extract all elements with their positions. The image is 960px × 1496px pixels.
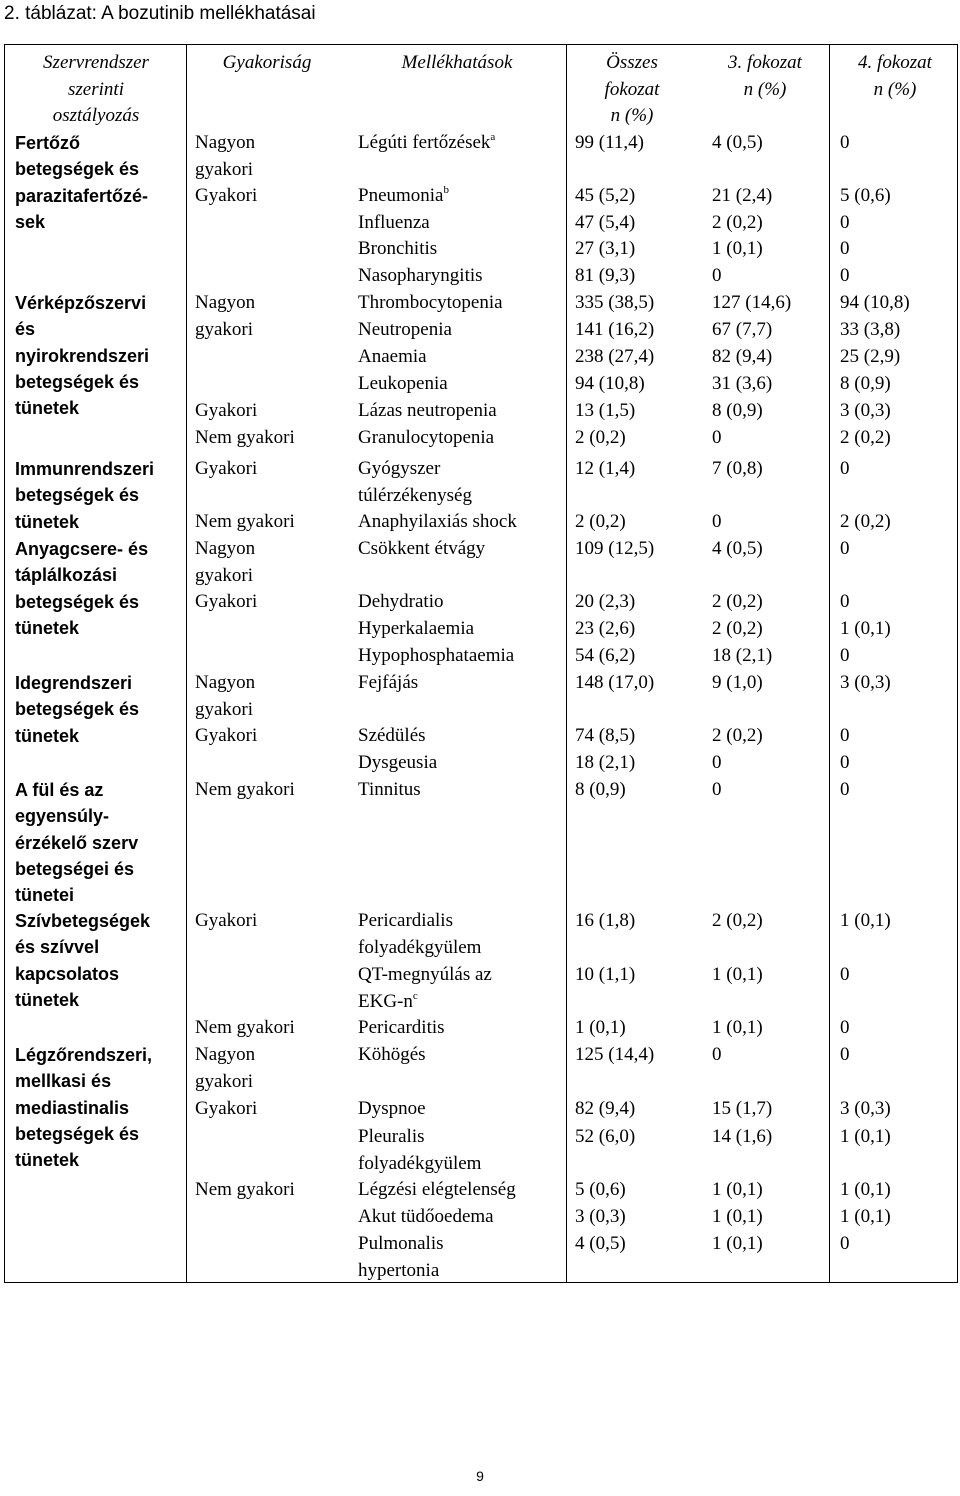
adverse-effect-line	[358, 509, 517, 536]
organ-class-line: betegségek és	[15, 1123, 140, 1144]
frequency-line: gyakori	[195, 318, 254, 340]
adverse-effect-text: Szédülés	[358, 725, 426, 746]
all-grades-cell: 45 (5,2)	[575, 185, 636, 206]
grade-3-cell: 1 (0,1)	[712, 1233, 763, 1254]
adverse-effect-cell	[358, 130, 495, 157]
organ-class-line: tünetek	[15, 989, 80, 1010]
adverse-effect-text: Lázas neutropenia	[358, 400, 497, 421]
all-grades-cell: 148 (17,0)	[575, 672, 655, 693]
frequency-line: Nagyon	[195, 1044, 256, 1065]
organ-class-line: egyensúly-	[15, 806, 110, 827]
adverse-effect-text: folyadékgyülem	[358, 936, 482, 958]
adverse-effect-line	[358, 371, 448, 398]
header-organ-line: osztályozás	[52, 105, 140, 126]
adverse-effect-text: Dyspnoe	[358, 1098, 426, 1119]
all-grades-cell: 12 (1,4)	[575, 458, 636, 479]
adverse-effect-line	[358, 589, 443, 616]
all-grades-cell: 99 (11,4)	[575, 132, 644, 153]
organ-class-cell	[15, 670, 139, 749]
adverse-effect-cell	[358, 509, 517, 536]
adverse-effect-line	[358, 962, 492, 989]
adverse-effect-line	[358, 723, 426, 750]
header-grade-3	[705, 50, 825, 103]
header-all-grades	[572, 50, 692, 130]
grade-4-cell: 8 (0,9)	[840, 373, 891, 394]
organ-class-line: és	[15, 319, 36, 340]
adverse-effect-text: Granulocytopenia	[358, 427, 495, 448]
all-grades-cell: 82 (9,4)	[575, 1098, 636, 1119]
grade-3-cell: 18 (2,1)	[712, 645, 773, 666]
all-grades-cell: 13 (1,5)	[575, 400, 636, 421]
adverse-effect-text: Pneumonia	[358, 185, 444, 206]
frequency-line: Nagyon	[195, 672, 256, 693]
organ-class-line: tünetek	[15, 617, 80, 638]
grade-4-cell: 3 (0,3)	[840, 400, 891, 421]
header-organ-line: szerinti	[68, 78, 124, 100]
grade-3-cell: 14 (1,6)	[712, 1126, 773, 1147]
organ-class-line: Anyagcsere- és	[15, 539, 149, 559]
adverse-effect-cell	[358, 1124, 481, 1177]
organ-class-line: nyirokrendszeri	[15, 345, 150, 366]
frequency-line: Nem gyakori	[195, 779, 295, 800]
organ-class-line: Vérképzőszervi	[15, 293, 147, 313]
column-divider	[566, 44, 567, 1283]
frequency-cell	[195, 589, 257, 616]
organ-class-cell	[15, 536, 148, 641]
adverse-effect-line	[358, 130, 495, 157]
header-g4-line: n (%)	[873, 78, 917, 100]
grade-3-cell: 1 (0,1)	[712, 1206, 763, 1227]
frequency-line: Nagyon	[195, 132, 256, 153]
organ-class-line: Idegrendszeri	[15, 673, 133, 693]
adverse-effect-text: Neutropenia	[358, 319, 452, 340]
adverse-effect-text: Fejfájás	[358, 672, 419, 693]
grade-3-cell: 0	[712, 265, 722, 286]
adverse-effect-line	[358, 483, 472, 510]
organ-class-line: A fül és az	[15, 780, 104, 800]
adverse-effect-line	[358, 236, 437, 263]
frequency-cell	[195, 1177, 295, 1204]
grade-4-cell: 0	[840, 964, 850, 985]
frequency-cell	[195, 398, 257, 425]
frequency-cell	[195, 536, 255, 589]
grade-4-cell: 0	[840, 238, 850, 259]
grade-4-cell: 2 (0,2)	[840, 511, 891, 532]
adverse-effect-line	[358, 1177, 516, 1204]
organ-class-line: betegségei és	[15, 858, 135, 879]
adverse-effect-line	[358, 670, 418, 697]
all-grades-cell: 81 (9,3)	[575, 265, 636, 286]
header-organ	[12, 50, 180, 130]
frequency-line: Nem gyakori	[195, 1179, 295, 1200]
frequency-cell	[195, 456, 257, 483]
grade-3-cell: 8 (0,9)	[712, 400, 763, 421]
adverse-effect-line	[358, 989, 492, 1016]
organ-class-cell	[15, 290, 149, 421]
frequency-cell	[195, 183, 257, 210]
adverse-effect-text: Leukopenia	[358, 373, 448, 394]
organ-class-cell	[15, 130, 148, 235]
grade-3-cell: 0	[712, 1044, 722, 1065]
adverse-effect-line	[358, 290, 503, 317]
grade-4-cell: 0	[840, 752, 850, 773]
frequency-line: Nem gyakori	[195, 1017, 295, 1038]
adverse-effect-line	[358, 456, 472, 483]
adverse-effect-cell	[358, 371, 448, 398]
adverse-effect-cell	[358, 1015, 445, 1042]
all-grades-cell: 1 (0,1)	[575, 1017, 626, 1038]
adverse-effect-line	[358, 750, 437, 777]
adverse-effect-text: Pericardialis	[358, 910, 453, 931]
grade-3-cell: 9 (1,0)	[712, 672, 763, 693]
grade-3-cell: 127 (14,6)	[712, 292, 792, 313]
grade-4-cell: 0	[840, 132, 850, 153]
adverse-effect-line	[358, 935, 481, 962]
footnote-marker: a	[490, 131, 496, 143]
column-divider	[186, 44, 187, 1283]
adverse-effect-line	[358, 1231, 444, 1258]
frequency-cell	[195, 777, 295, 804]
frequency-cell	[195, 1042, 255, 1095]
grade-3-cell: 2 (0,2)	[712, 725, 763, 746]
grade-4-cell: 0	[840, 265, 850, 286]
organ-class-line: tünetek	[15, 725, 80, 746]
adverse-effect-line	[358, 643, 514, 670]
frequency-cell	[195, 1096, 257, 1123]
organ-class-line: betegségek és	[15, 699, 140, 720]
grade-3-cell: 2 (0,2)	[712, 212, 763, 233]
organ-class-cell	[15, 456, 154, 535]
adverse-effect-text: túlérzékenység	[358, 484, 472, 506]
adverse-effect-cell	[358, 1096, 426, 1123]
adverse-effect-line	[358, 1015, 445, 1042]
frequency-line: Gyakori	[195, 910, 258, 931]
organ-class-line: betegségek és	[15, 485, 140, 506]
organ-class-cell	[15, 908, 150, 1013]
grade-3-cell: 67 (7,7)	[712, 319, 773, 340]
adverse-effect-text: Influenza	[358, 212, 430, 233]
grade-3-cell: 0	[712, 427, 722, 448]
adverse-effect-cell	[358, 290, 503, 317]
organ-class-line: Légzőrendszeri,	[15, 1045, 153, 1065]
frequency-line: gyakori	[195, 698, 254, 720]
organ-class-line: sek	[15, 211, 46, 232]
organ-class-line: kapcsolatos	[15, 963, 120, 984]
adverse-effect-line	[358, 616, 474, 643]
header-frequency: Gyakoriság	[222, 52, 312, 73]
organ-class-line: tünetek	[15, 1150, 80, 1171]
organ-class-line: parazitafertőzé-	[15, 185, 149, 206]
footnote-marker: c	[412, 989, 418, 1002]
organ-class-line: betegségek és	[15, 159, 140, 180]
frequency-line: Gyakori	[195, 1098, 258, 1119]
frequency-line: Gyakori	[195, 185, 258, 206]
adverse-effect-cell	[358, 263, 483, 290]
adverse-effect-cell	[358, 643, 514, 670]
grade-4-cell: 94 (10,8)	[840, 292, 910, 313]
frequency-line: Gyakori	[195, 591, 258, 612]
adverse-effect-cell	[358, 1231, 444, 1284]
adverse-effect-text: hypertonia	[358, 1259, 440, 1281]
all-grades-cell: 141 (16,2)	[575, 319, 655, 340]
frequency-line: Nagyon	[195, 292, 256, 313]
header-all-line: Összes	[606, 52, 658, 73]
footnote-marker: b	[443, 184, 449, 196]
grade-4-cell: 2 (0,2)	[840, 427, 891, 448]
adverse-effect-text: folyadékgyülem	[358, 1152, 482, 1174]
adverse-effect-cell	[358, 777, 421, 804]
grade-3-cell: 2 (0,2)	[712, 591, 763, 612]
all-grades-cell: 8 (0,9)	[575, 779, 626, 800]
adverse-effect-text: Nasopharyngitis	[358, 265, 483, 286]
header-all-line: fokozat	[604, 78, 660, 100]
grade-3-cell: 0	[712, 752, 722, 773]
organ-class-line: betegségek és	[15, 371, 140, 392]
all-grades-cell: 94 (10,8)	[575, 373, 645, 394]
adverse-effect-cell	[358, 236, 437, 263]
all-grades-cell: 23 (2,6)	[575, 618, 636, 639]
all-grades-cell: 16 (1,8)	[575, 910, 636, 931]
frequency-cell	[195, 1015, 295, 1042]
frequency-cell	[195, 425, 295, 452]
all-grades-cell: 335 (38,5)	[575, 292, 655, 313]
all-grades-cell: 20 (2,3)	[575, 591, 636, 612]
adverse-effect-cell	[358, 317, 452, 344]
header-g3-line: 3. fokozat	[728, 52, 802, 73]
grade-3-cell: 1 (0,1)	[712, 964, 763, 985]
adverse-effect-line	[358, 1204, 494, 1231]
grade-3-cell: 15 (1,7)	[712, 1098, 773, 1119]
grade-4-cell: 0	[840, 458, 850, 479]
frequency-line: gyakori	[195, 1070, 254, 1092]
organ-class-cell	[15, 1042, 152, 1173]
adverse-effect-line	[358, 1151, 481, 1178]
adverse-effect-line	[358, 263, 483, 290]
header-g4-line: 4. fokozat	[858, 52, 932, 73]
adverse-effect-cell	[358, 750, 437, 777]
organ-class-line: betegségek és	[15, 591, 140, 612]
adverse-effect-text: Anaemia	[358, 346, 427, 367]
all-grades-cell: 3 (0,3)	[575, 1206, 626, 1227]
frequency-line: gyakori	[195, 564, 254, 586]
organ-class-line: táplálkozási	[15, 565, 118, 586]
adverse-effect-line	[358, 536, 485, 563]
adverse-effect-text: EKG-n	[358, 990, 413, 1012]
grade-3-cell: 4 (0,5)	[712, 132, 763, 153]
adverse-effect-text: Köhögés	[358, 1044, 426, 1065]
grade-4-cell: 0	[840, 725, 850, 746]
grade-3-cell: 1 (0,1)	[712, 238, 763, 259]
all-grades-cell: 52 (6,0)	[575, 1126, 636, 1147]
adverse-effect-line	[358, 398, 497, 425]
adverse-effect-text: Hypophosphataemia	[358, 645, 515, 666]
grade-3-cell: 21 (2,4)	[712, 185, 773, 206]
grade-4-cell: 1 (0,1)	[840, 1126, 891, 1147]
adverse-effect-text: Gyógyszer	[358, 458, 441, 479]
all-grades-cell: 5 (0,6)	[575, 1179, 626, 1200]
adverse-effect-line	[358, 317, 452, 344]
grade-3-cell: 82 (9,4)	[712, 346, 773, 367]
adverse-effect-line	[358, 1042, 426, 1069]
adverse-effect-cell	[358, 536, 485, 563]
grade-4-cell: 3 (0,3)	[840, 672, 891, 693]
grade-3-cell: 0	[712, 779, 722, 800]
organ-class-line: és szívvel	[15, 937, 100, 958]
adverse-effect-text: Anaphyilaxiás shock	[358, 511, 517, 532]
grade-4-cell: 25 (2,9)	[840, 346, 901, 367]
frequency-cell	[195, 130, 255, 183]
adverse-effect-text: QT-megnyúlás az	[358, 964, 492, 985]
grade-3-cell: 2 (0,2)	[712, 618, 763, 639]
adverse-effect-cell	[358, 210, 430, 237]
adverse-effect-text: Tinnitus	[358, 779, 421, 800]
adverse-effect-line	[358, 183, 449, 210]
page-number: 9	[476, 1468, 484, 1484]
grade-4-cell: 5 (0,6)	[840, 185, 891, 206]
all-grades-cell: 125 (14,4)	[575, 1044, 655, 1065]
adverse-effect-line	[358, 777, 421, 804]
header-organ-line: Szervrendszer	[43, 52, 149, 73]
grade-4-cell: 1 (0,1)	[840, 618, 891, 639]
grade-4-cell: 0	[840, 779, 850, 800]
organ-class-line: Szívbetegségek	[15, 911, 151, 931]
adverse-effect-text: Légúti fertőzések	[358, 132, 491, 153]
all-grades-cell: 18 (2,1)	[575, 752, 636, 773]
adverse-effect-cell	[358, 962, 492, 1015]
all-grades-cell: 4 (0,5)	[575, 1233, 626, 1254]
frequency-line: Gyakori	[195, 400, 258, 421]
all-grades-cell: 10 (1,1)	[575, 964, 636, 985]
frequency-line: Nem gyakori	[195, 511, 295, 532]
adverse-effect-cell	[358, 670, 418, 697]
all-grades-cell: 109 (12,5)	[575, 538, 655, 559]
header-all-line: n (%)	[610, 105, 654, 126]
frequency-cell	[195, 290, 255, 343]
organ-class-line: tünetek	[15, 398, 80, 419]
adverse-effect-text: Thrombocytopenia	[358, 292, 503, 313]
all-grades-cell: 27 (3,1)	[575, 238, 636, 259]
all-grades-cell: 54 (6,2)	[575, 645, 636, 666]
all-grades-cell: 74 (8,5)	[575, 725, 636, 746]
grade-4-cell: 3 (0,3)	[840, 1098, 891, 1119]
adverse-effect-text: Pericarditis	[358, 1017, 445, 1038]
all-grades-cell: 2 (0,2)	[575, 511, 626, 532]
adverse-effect-cell	[358, 589, 443, 616]
frequency-cell	[195, 509, 295, 536]
adverse-effect-cell	[358, 908, 481, 961]
organ-class-line: tünetei	[15, 885, 75, 906]
frequency-cell	[195, 723, 257, 750]
frequency-cell	[195, 670, 255, 723]
table-caption: 2. táblázat: A bozutinib mellékhatásai	[4, 3, 316, 24]
all-grades-cell: 2 (0,2)	[575, 427, 626, 448]
grade-3-cell: 1 (0,1)	[712, 1017, 763, 1038]
frequency-cell	[195, 908, 257, 935]
organ-class-line: mediastinalis	[15, 1097, 130, 1118]
adverse-effect-line	[358, 1096, 426, 1123]
all-grades-cell: 238 (27,4)	[575, 346, 655, 367]
header-g3-line: n (%)	[743, 78, 787, 100]
frequency-line: gyakori	[195, 158, 254, 180]
organ-class-line: tünetek	[15, 511, 80, 532]
adverse-effect-cell	[358, 183, 449, 210]
adverse-effect-cell	[358, 1042, 426, 1069]
adverse-effect-line	[358, 344, 427, 371]
grade-3-cell: 4 (0,5)	[712, 538, 763, 559]
grade-4-cell: 0	[840, 591, 850, 612]
adverse-effect-text: Pulmonalis	[358, 1233, 444, 1254]
adverse-effect-cell	[358, 425, 494, 452]
organ-class-line: Fertőző	[15, 133, 80, 153]
grade-4-cell: 0	[840, 645, 850, 666]
adverse-effect-cell	[358, 1177, 516, 1204]
adverse-effect-text: Dysgeusia	[358, 752, 438, 773]
grade-3-cell: 31 (3,6)	[712, 373, 773, 394]
grade-4-cell: 33 (3,8)	[840, 319, 901, 340]
grade-3-cell: 2 (0,2)	[712, 910, 763, 931]
adverse-effect-line	[358, 908, 481, 935]
adverse-effect-text: Akut tüdőoedema	[358, 1206, 494, 1227]
header-grade-4	[835, 50, 955, 103]
grade-4-cell: 1 (0,1)	[840, 1179, 891, 1200]
adverse-effect-line	[358, 210, 430, 237]
organ-class-line: érzékelő szerv	[15, 832, 139, 853]
grade-3-cell: 1 (0,1)	[712, 1179, 763, 1200]
adverse-effect-cell	[358, 723, 426, 750]
frequency-line: Gyakori	[195, 725, 258, 746]
grade-4-cell: 1 (0,1)	[840, 1206, 891, 1227]
organ-class-line: mellkasi és	[15, 1071, 112, 1092]
grade-3-cell: 0	[712, 511, 722, 532]
adverse-effect-text: Pleuralis	[358, 1126, 425, 1147]
adverse-effect-line	[358, 1258, 444, 1285]
adverse-effect-text: Csökkent étvágy	[358, 538, 486, 559]
adverse-effect-cell	[358, 1204, 494, 1231]
grade-4-cell: 1 (0,1)	[840, 910, 891, 931]
grade-4-cell: 0	[840, 1017, 850, 1038]
adverse-effect-text: Hyperkalaemia	[358, 618, 475, 639]
adverse-effect-text: Bronchitis	[358, 238, 438, 259]
frequency-line: Nem gyakori	[195, 427, 295, 448]
grade-4-cell: 0	[840, 212, 850, 233]
adverse-effect-cell	[358, 398, 497, 425]
frequency-line: Gyakori	[195, 458, 258, 479]
adverse-effect-cell	[358, 616, 474, 643]
organ-class-cell	[15, 777, 138, 908]
adverse-effect-cell	[358, 344, 427, 371]
adverse-effect-line	[358, 1124, 481, 1151]
grade-4-cell: 0	[840, 538, 850, 559]
adverse-effect-text: Légzési elégtelenség	[358, 1179, 516, 1200]
adverse-effect-text: Dehydratio	[358, 591, 444, 612]
column-divider	[829, 44, 830, 1283]
grade-3-cell: 7 (0,8)	[712, 458, 763, 479]
grade-4-cell: 0	[840, 1233, 850, 1254]
grade-4-cell: 0	[840, 1044, 850, 1065]
adverse-effect-cell	[358, 456, 472, 509]
organ-class-line: Immunrendszeri	[15, 459, 155, 479]
all-grades-cell: 47 (5,4)	[575, 212, 636, 233]
frequency-line: Nagyon	[195, 538, 256, 559]
adverse-effect-line	[358, 425, 494, 452]
header-adverse-effects: Mellékhatások	[401, 52, 513, 73]
